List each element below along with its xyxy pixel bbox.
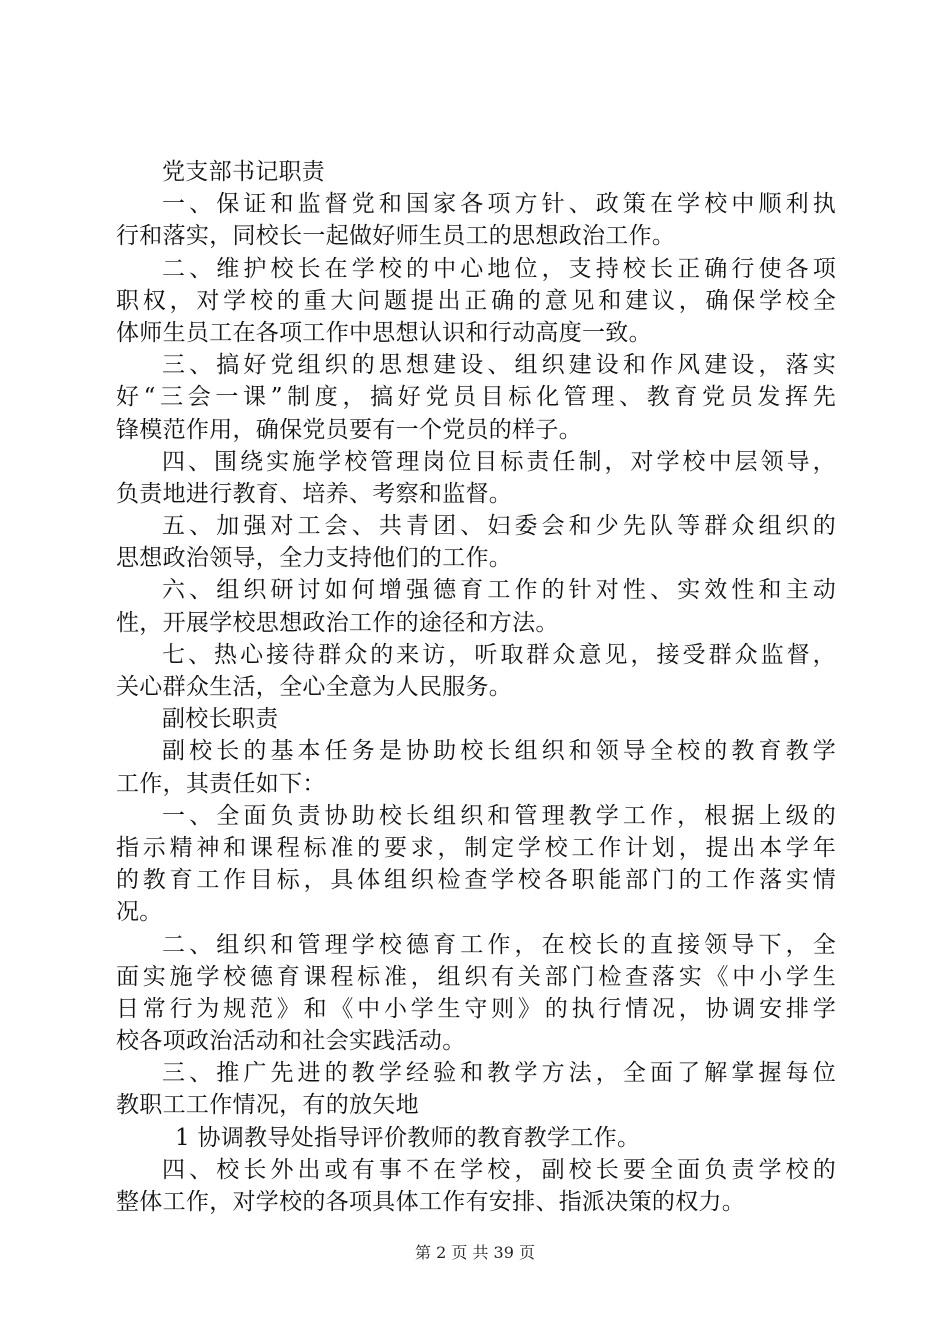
text-line: 校各项政治活动和社会实践活动。: [116, 1028, 466, 1055]
text-line: 日常行为规范》和《中小学生守则》的执行情况，协调安排学: [116, 995, 836, 1022]
text-line: 面实施学校德育课程标准，组织有关部门检查落实《中小学生: [116, 963, 836, 990]
text-line: 思想政治领导，全力支持他们的工作。: [116, 545, 513, 572]
text-line: 三、推广先进的教学经验和教学方法，全面了解掌握每位: [162, 1060, 836, 1087]
text-line: 况。: [116, 899, 163, 926]
text-line: 党支部书记职责: [162, 159, 326, 185]
text-line: 负责地进行教育、培养、考察和监督。: [116, 480, 513, 507]
text-line: 好“三会一课”制度，搞好党员目标化管理、教育党员发挥先: [116, 384, 836, 411]
text-line: 四、围绕实施学校管理岗位目标责任制，对学校中层领导，: [162, 448, 836, 475]
text-line: 整体工作，对学校的各项具体工作有安排、指派决策的权力。: [116, 1189, 746, 1215]
document-body: [116, 156, 836, 1218]
text-line: 四、校长外出或有事不在学校，副校长要全面负责学校的: [162, 1156, 836, 1183]
text-line: 指示精神和课程标准的要求，制定学校工作计划，提出本学年: [116, 834, 836, 861]
text-line: 六、组织研讨如何增强德育工作的针对性、实效性和主动: [162, 577, 836, 604]
text-line: 一、全面负责协助校长组织和管理教学工作，根据上级的: [162, 802, 836, 829]
text-line: 1 协调教导处指导评价教师的教育教学工作。: [175, 1124, 641, 1151]
text-line: 教职工工作情况，有的放矢地: [116, 1092, 419, 1119]
text-line: 副校长的基本任务是协助校长组织和领导全校的教育教学: [162, 738, 836, 765]
page-footer: 第 2 页 共 39 页: [415, 1243, 535, 1262]
text-line: 副校长职责: [162, 706, 279, 733]
text-line: 三、搞好党组织的思想建设、组织建设和作风建设，落实: [162, 352, 836, 379]
text-line: 性，开展学校思想政治工作的途径和方法。: [116, 609, 559, 636]
text-line: 七、热心接待群众的来访，听取群众意见，接受群众监督，: [162, 641, 836, 668]
text-line: 行和落实，同校长一起做好师生员工的思想政治工作。: [116, 223, 676, 250]
text-line: 五、加强对工会、共青团、妇委会和少先队等群众组织的: [162, 513, 836, 540]
text-line: 工作，其责任如下：: [116, 770, 326, 797]
text-line: 关心群众生活，全心全意为人民服务。: [116, 674, 513, 700]
text-line: 的教育工作目标，具体组织检查学校各职能部门的工作落实情: [116, 867, 836, 894]
text-line: 二、组织和管理学校德育工作，在校长的直接领导下，全: [162, 931, 836, 958]
text-line: 二、维护校长在学校的中心地位，支持校长正确行使各项: [162, 255, 836, 282]
text-line: 职权，对学校的重大问题提出正确的意见和建议，确保学校全: [116, 287, 836, 314]
text-line: 体师生员工在各项工作中思想认识和行动高度一致。: [116, 319, 652, 346]
text-line: 锋模范作用，确保党员要有一个党员的样子。: [116, 416, 582, 443]
text-line: 一、保证和监督党和国家各项方针、政策在学校中顺利执: [162, 191, 836, 218]
